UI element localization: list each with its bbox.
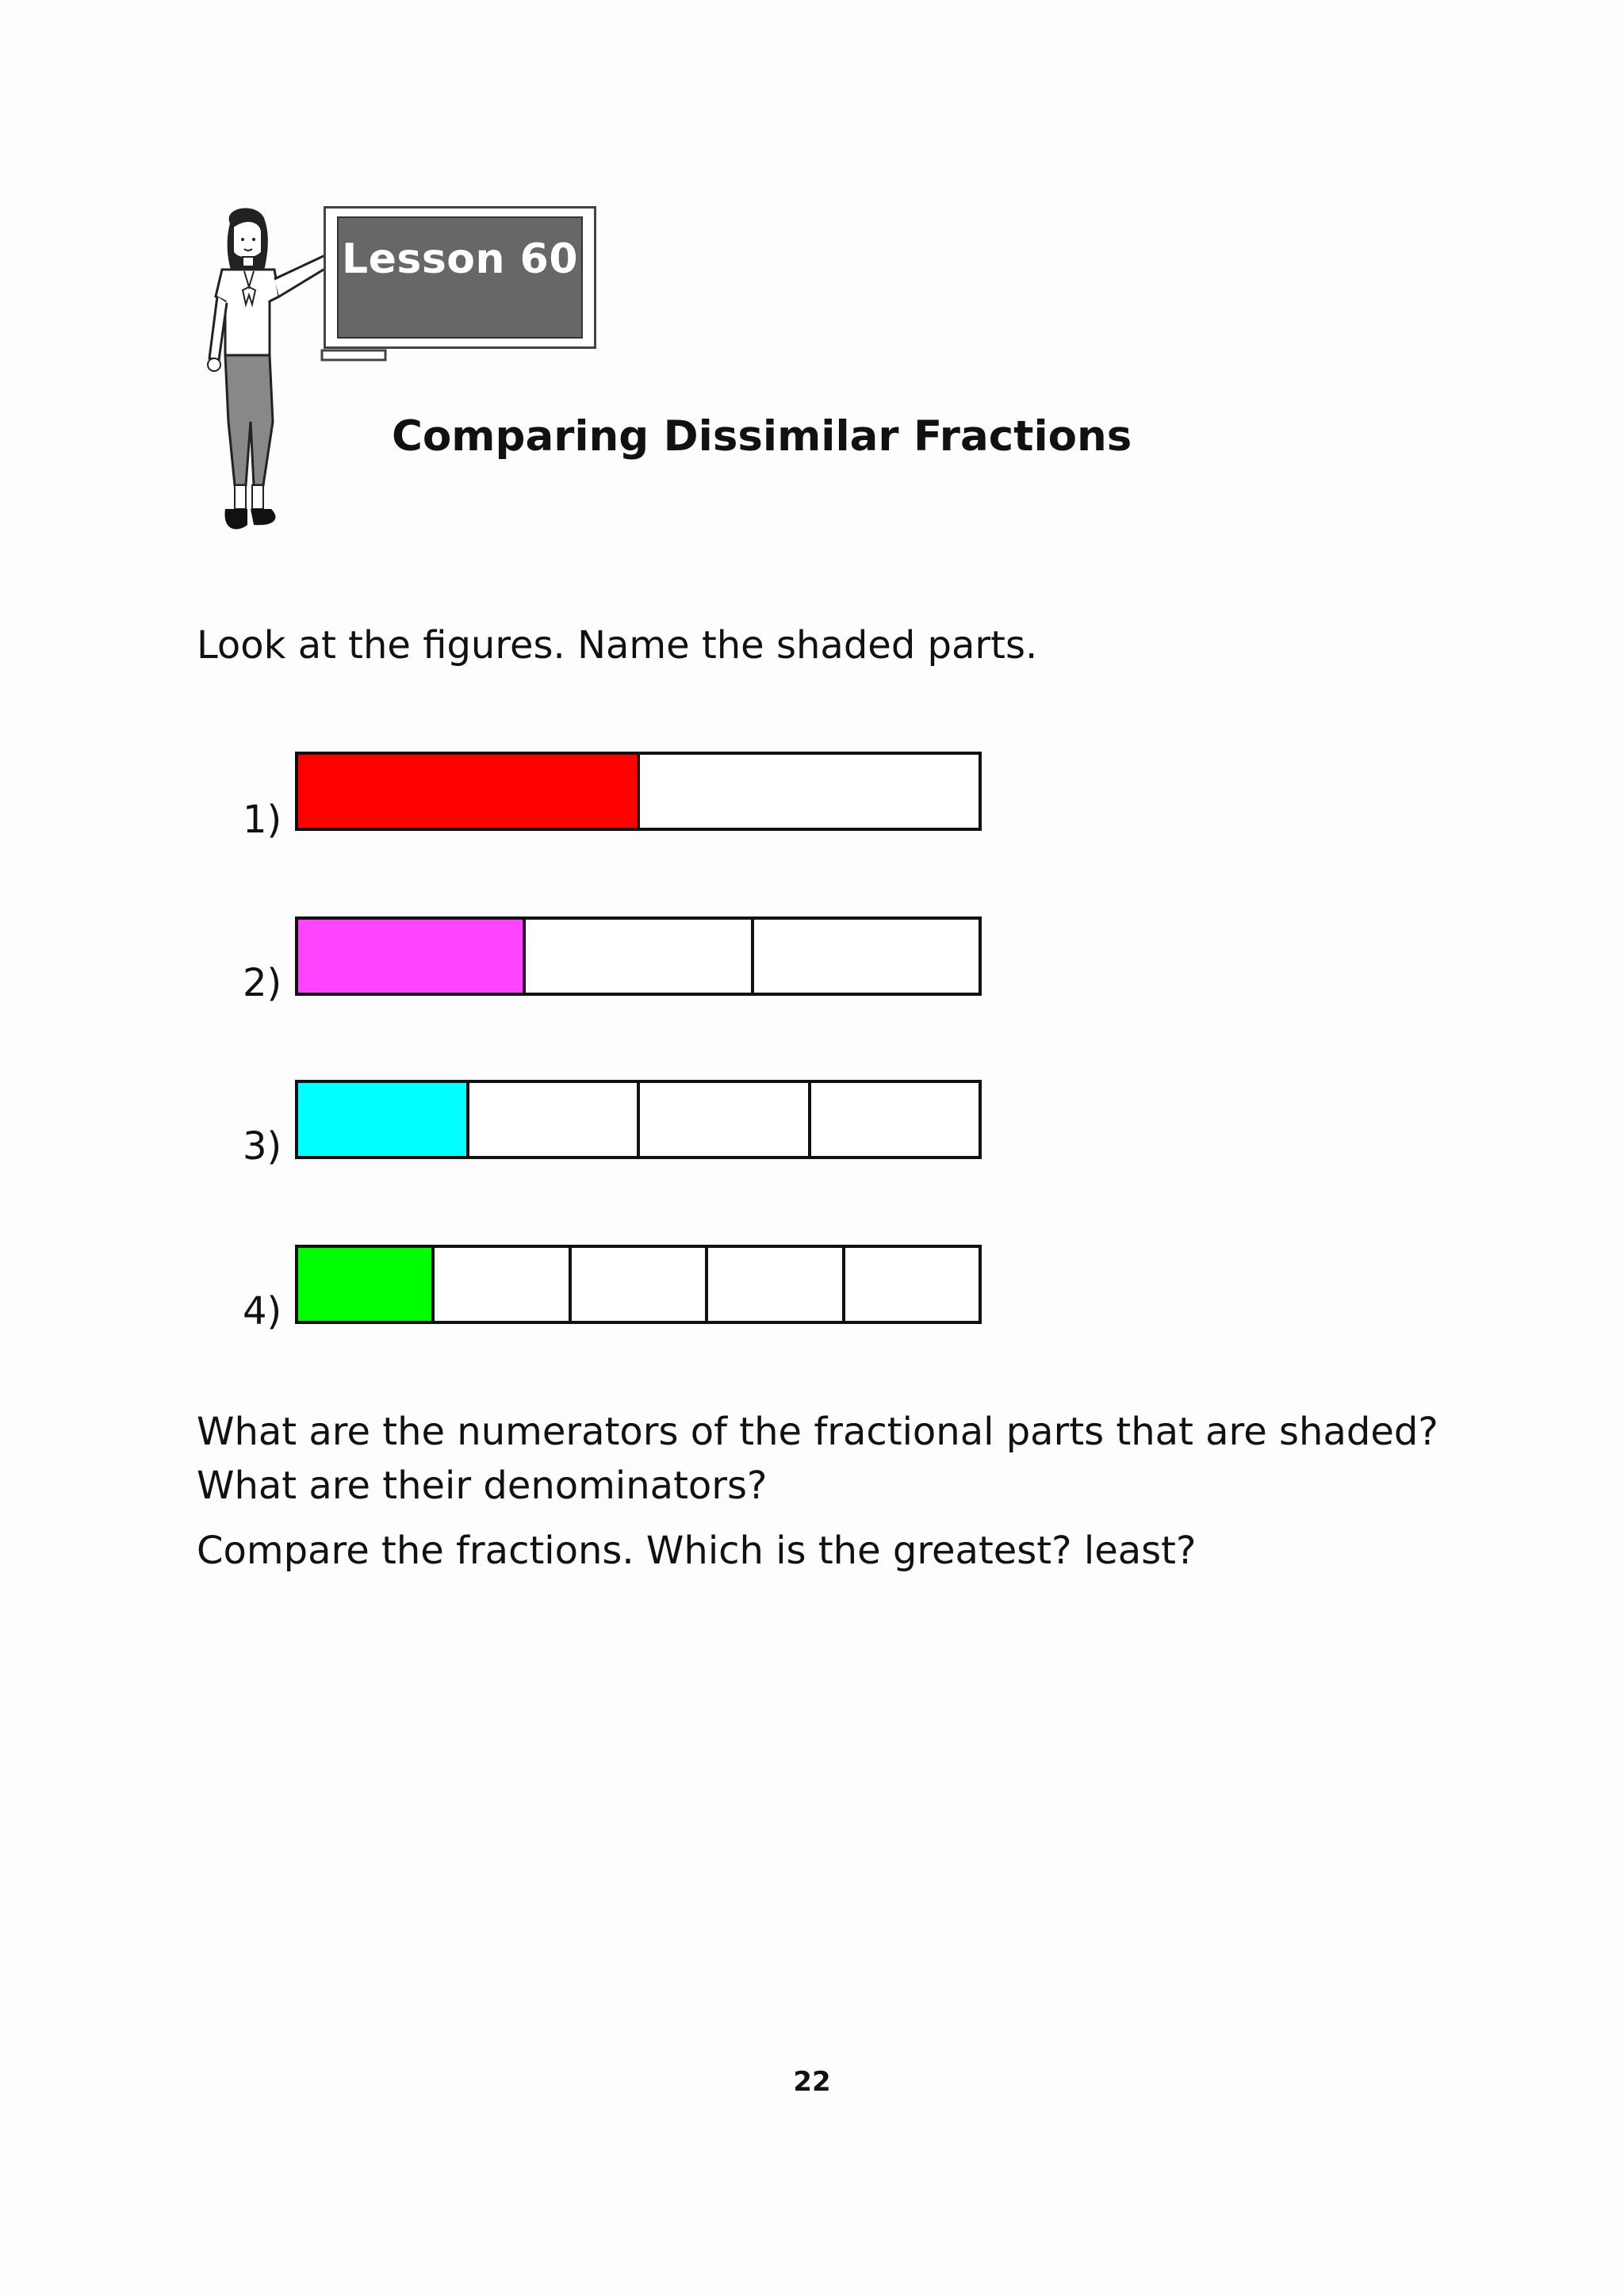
unshaded-part <box>569 1248 705 1321</box>
unshaded-part <box>637 1083 808 1156</box>
figure-label-3: 3) <box>243 1124 282 1169</box>
instruction-text: Look at the figures. Name the shaded parts. <box>197 623 1038 668</box>
shaded-part <box>298 920 523 993</box>
fraction-bar-1 <box>295 752 982 831</box>
unshaded-part <box>466 1083 638 1156</box>
fraction-bar-4 <box>295 1245 982 1324</box>
unshaded-part <box>523 920 750 993</box>
shaded-part <box>298 1083 466 1156</box>
unshaded-part <box>808 1083 979 1156</box>
lesson-heading: Comparing Dissimilar Fractions <box>392 412 1132 461</box>
lesson-board <box>324 206 596 349</box>
unshaded-part <box>842 1248 979 1321</box>
unshaded-part <box>431 1248 568 1321</box>
fraction-bar-2 <box>295 916 982 996</box>
unshaded-part <box>705 1248 841 1321</box>
unshaded-part <box>751 920 979 993</box>
figure-label-2: 2) <box>243 961 282 1005</box>
shaded-part <box>298 755 637 828</box>
unshaded-part <box>637 755 979 828</box>
question-numerators: What are the numerators of the fractional parts that are shaded? <box>197 1410 1438 1454</box>
shaded-part <box>298 1248 431 1321</box>
board-screen <box>337 216 583 339</box>
board-stand <box>320 347 389 363</box>
figure-label-1: 1) <box>243 798 282 842</box>
figure-label-4: 4) <box>243 1289 282 1334</box>
page-number: 22 <box>793 2066 831 2098</box>
question-compare: Compare the fractions. Which is the greatest? least? <box>197 1529 1197 1573</box>
question-denominators: What are their denominators? <box>197 1464 768 1508</box>
fraction-bar-3 <box>295 1080 982 1159</box>
lesson-number: Lesson 60 <box>341 235 578 283</box>
